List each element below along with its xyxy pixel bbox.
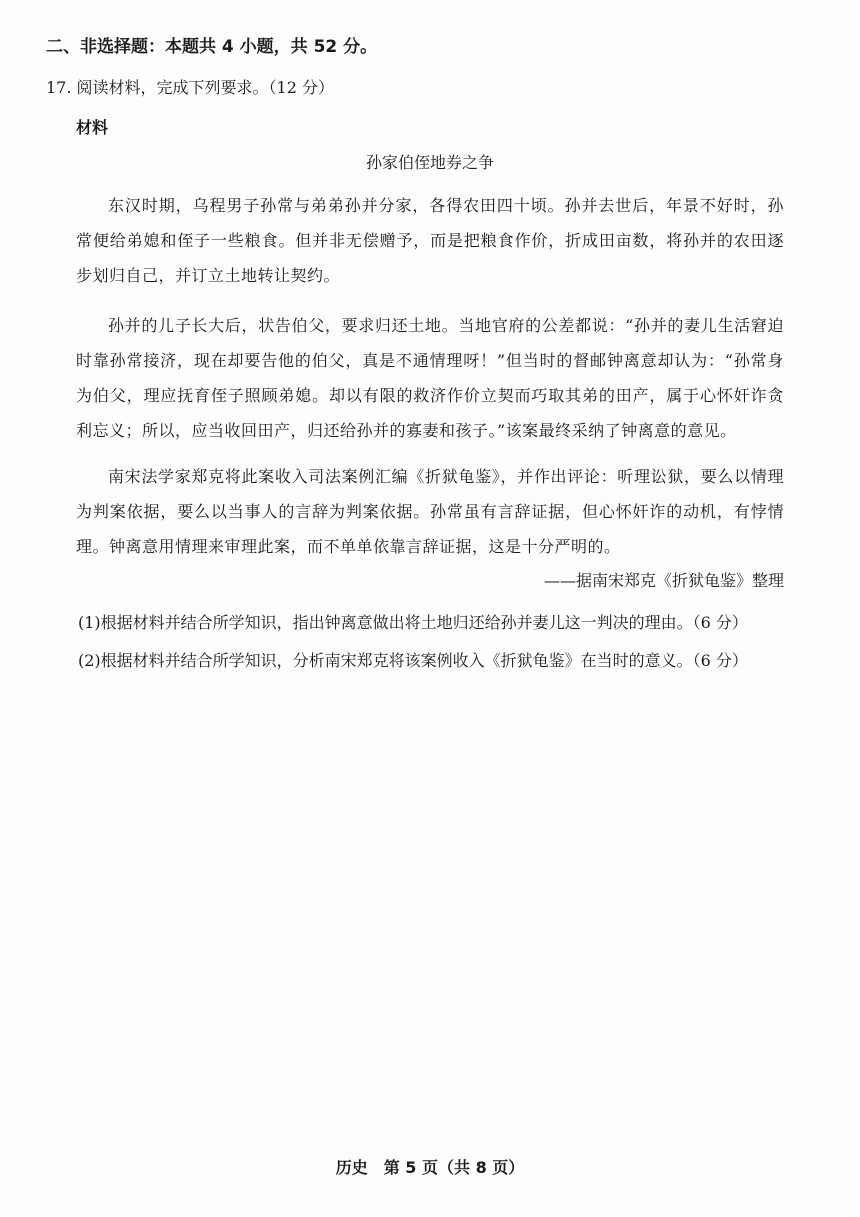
material-label: 材料 (76, 118, 109, 137)
material-paragraph-3: 南宋法学家郑克将此案收入司法案例汇编《折狱龟鉴》，并作出评论：听理讼狱，要么以情理为判案依据，要么以当事人的言辞为判案依据。孙常虽有言辞证据，但心怀奸诈的动机，有悖情理。钟离意用情理来审理此案，而不单单依靠言辞证据，这是十分严明的。 (76, 467, 784, 556)
sub-question-1: (1)根据材料并结合所学知识，指出钟离意做出将土地归还给孙并妻儿这一判决的理由。（6 分） (78, 613, 748, 632)
sub-question-2: (2)根据材料并结合所学知识，分析南宋郑克将该案例收入《折狱龟鉴》在当时的意义。（6 分） (78, 651, 748, 670)
material-source: ——据南宋郑克《折狱龟鉴》整理 (543, 571, 784, 590)
page-footer: 历史 第 5 页（共 8 页） (335, 1158, 525, 1177)
material-paragraph-2: 孙并的儿子长大后，状告伯父，要求归还土地。当地官府的公差都说：“孙并的妻儿生活窘迫时靠孙常接济，现在却要告他的伯父，真是不通情理呀！”但当时的督邮钟离意却认为：“孙常身为伯父，理应抚育侄子照顾弟媳。却以有限的救济作价立契而巧取其弟的田产，属于心怀奸诈贪利忘义；所以，应当收回田产，归还给孙并的寡妻和孩子。”该案最终采纳了钟离意的意见。 (76, 316, 784, 440)
material-title: 孙家伯侄地券之争 (365, 153, 494, 172)
section-heading: 二、非选择题：本题共 4 小题，共 52 分。 (46, 37, 378, 57)
material-paragraph-1: 东汉时期，乌程男子孙常与弟弟孙并分家，各得农田四十顷。孙并去世后，年景不好时，孙常便给弟媳和侄子一些粮食。但并非无偿赠予，而是把粮食作价，折成田亩数，将孙并的农田逐步划归自己，并订立土地转让契约。 (76, 196, 784, 285)
question-heading: 17. 阅读材料，完成下列要求。（12 分） (46, 78, 334, 97)
